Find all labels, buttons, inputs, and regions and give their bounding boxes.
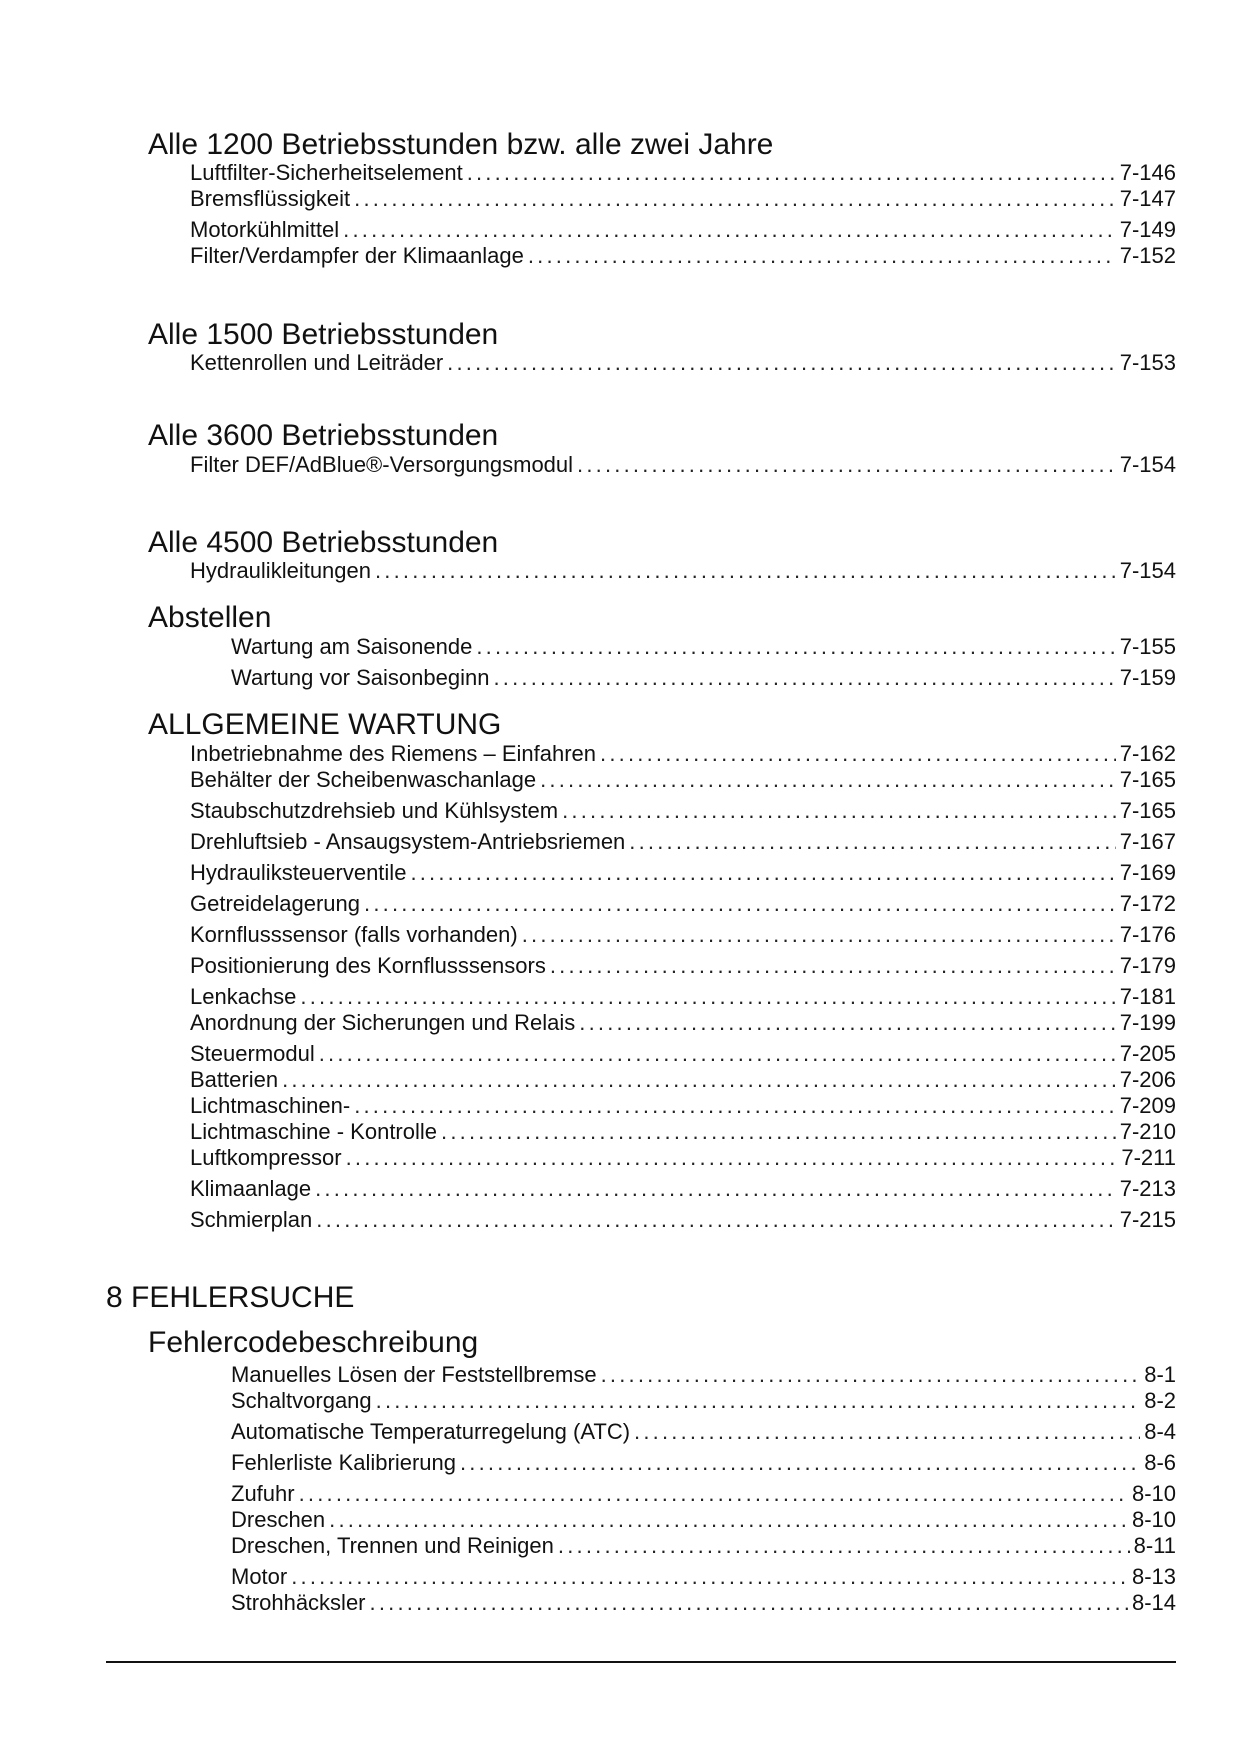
dot-leader [291, 1564, 1128, 1590]
toc-entry[interactable] [190, 1067, 1176, 1093]
entry-label: Schmierplan [190, 1207, 313, 1232]
entry-label: Wartung vor Saisonbeginn [231, 665, 490, 690]
toc-entry[interactable] [231, 1533, 1176, 1559]
entry-page: 7-215 [1119, 1207, 1176, 1232]
dot-leader [375, 558, 1116, 584]
dot-leader [493, 665, 1115, 691]
entry-page: 8-13 [1131, 1564, 1176, 1589]
dot-leader [528, 243, 1116, 269]
entry-label: Manuelles Lösen der Feststellbremse [231, 1362, 597, 1387]
entry-page: 8-11 [1133, 1533, 1176, 1558]
entry-page: 7-146 [1119, 160, 1176, 185]
toc-entry[interactable] [190, 1010, 1176, 1036]
entry-page: 7-211 [1121, 1145, 1176, 1170]
dot-leader [634, 1419, 1140, 1445]
entry-label: Getreidelagerung [190, 891, 361, 916]
section-heading-3600h: Alle 3600 Betriebsstunden [148, 419, 499, 452]
entry-page: 7-165 [1119, 798, 1176, 823]
entry-page: 7-154 [1119, 452, 1176, 477]
toc-entry[interactable] [190, 829, 1176, 855]
toc-entry[interactable] [190, 953, 1176, 979]
entry-label: Staubschutzdrehsieb und Kühlsystem [190, 798, 559, 823]
entry-label: Lichtmaschinen- [190, 1093, 351, 1118]
entry-page: 8-1 [1144, 1362, 1176, 1387]
toc-entry[interactable] [190, 984, 1176, 1010]
entry-label: Inbetriebnahme des Riemens – Einfahren [190, 741, 597, 766]
toc-entry[interactable] [190, 350, 1176, 376]
toc-entry[interactable] [231, 1507, 1176, 1533]
entry-page: 7-181 [1119, 984, 1176, 1009]
toc-entry[interactable] [190, 741, 1176, 767]
dot-leader [354, 1093, 1116, 1119]
dot-leader [410, 860, 1115, 886]
entry-label: Dreschen [231, 1507, 326, 1532]
section-heading-1500h: Alle 1500 Betriebsstunden [148, 318, 499, 351]
toc-entry[interactable] [231, 1388, 1176, 1414]
dot-leader [343, 217, 1116, 243]
toc-entry[interactable] [190, 860, 1176, 886]
dot-leader [370, 1590, 1128, 1616]
entry-label: Drehluftsieb - Ansaugsystem-Antriebsriemen [190, 829, 626, 854]
entry-label: Lenkachse [190, 984, 297, 1009]
dot-leader [460, 1450, 1140, 1476]
section-heading-fehlercodebeschreibung: Fehlercodebeschreibung [148, 1326, 479, 1359]
entry-page: 8-14 [1131, 1590, 1176, 1615]
entry-label: Filter DEF/AdBlue®-Versorgungsmodul [190, 452, 574, 477]
toc-entry[interactable] [231, 1564, 1176, 1590]
dot-leader [329, 1507, 1128, 1533]
entry-page: 8-6 [1144, 1450, 1176, 1475]
entry-page: 7-154 [1119, 558, 1176, 583]
entry-page: 7-199 [1119, 1010, 1176, 1035]
entry-page: 8-10 [1131, 1481, 1176, 1506]
toc-entry[interactable] [190, 452, 1176, 478]
entry-page: 7-147 [1119, 186, 1176, 211]
dot-leader [522, 922, 1116, 948]
dot-leader [300, 984, 1115, 1010]
entry-label: Luftfilter-Sicherheitselement [190, 160, 463, 185]
dot-leader [562, 798, 1116, 824]
entry-label: Klimaanlage [190, 1176, 312, 1201]
entry-page: 7-213 [1119, 1176, 1176, 1201]
dot-leader [577, 452, 1116, 478]
entry-label: Lichtmaschine - Kontrolle [190, 1119, 438, 1144]
dot-leader [299, 1481, 1128, 1507]
dot-leader [550, 953, 1116, 979]
entry-label: Hydrauliksteuerventile [190, 860, 407, 885]
entry-label: Bremsflüssigkeit [190, 186, 351, 211]
entry-label: Automatische Temperaturregelung (ATC) [231, 1419, 631, 1444]
toc-entry[interactable] [190, 558, 1176, 584]
section-heading-1200h: Alle 1200 Betriebsstunden bzw. alle zwei Jahre [148, 128, 774, 161]
dot-leader [467, 160, 1116, 186]
dot-leader [476, 634, 1115, 660]
toc-entry[interactable] [231, 1419, 1176, 1445]
section-heading-abstellen: Abstellen [148, 601, 272, 634]
toc-entry[interactable] [190, 1207, 1176, 1233]
entry-label: Dreschen, Trennen und Reinigen [231, 1533, 554, 1558]
entry-page: 7-152 [1119, 243, 1176, 268]
toc-entry[interactable] [231, 1590, 1176, 1616]
dot-leader [364, 891, 1116, 917]
toc-entry[interactable] [190, 1176, 1176, 1202]
entry-page: 7-153 [1119, 350, 1176, 375]
entry-label: Zufuhr [231, 1481, 295, 1506]
entry-page: 8-10 [1131, 1507, 1176, 1532]
entry-page: 7-172 [1119, 891, 1176, 916]
dot-leader [441, 1119, 1116, 1145]
toc-entry[interactable] [190, 243, 1176, 269]
chapter-heading-fehlersuche: 8 FEHLERSUCHE [106, 1281, 355, 1314]
entry-page: 7-206 [1119, 1067, 1176, 1092]
entry-label: Hydraulikleitungen [190, 558, 371, 583]
toc-entry[interactable] [190, 891, 1176, 917]
entry-label: Motorkühlmittel [190, 217, 340, 242]
dot-leader [540, 767, 1116, 793]
entry-label: Schaltvorgang [231, 1388, 372, 1413]
entry-page: 7-155 [1119, 634, 1176, 659]
entry-page: 7-209 [1119, 1093, 1176, 1118]
dot-leader [579, 1010, 1115, 1036]
toc-entry[interactable] [190, 922, 1176, 948]
entry-label: Steuermodul [190, 1041, 315, 1066]
entry-label: Fehlerliste Kalibrierung [231, 1450, 456, 1475]
dot-leader [282, 1067, 1116, 1093]
entry-label: Motor [231, 1564, 288, 1589]
entry-label: Batterien [190, 1067, 279, 1092]
dot-leader [376, 1388, 1141, 1414]
dot-leader [600, 741, 1116, 767]
entry-page: 7-205 [1119, 1041, 1176, 1066]
entry-label: Positionierung des Kornflusssensors [190, 953, 546, 978]
entry-page: 7-159 [1119, 665, 1176, 690]
toc-entry[interactable] [231, 634, 1176, 660]
footer-rule [106, 1661, 1176, 1663]
toc-entry[interactable] [190, 1119, 1176, 1145]
entry-label: Luftkompressor [190, 1145, 342, 1170]
entry-label: Behälter der Scheibenwaschanlage [190, 767, 537, 792]
toc-entry[interactable] [190, 1093, 1176, 1119]
toc-entry[interactable] [231, 665, 1176, 691]
toc-entry[interactable] [190, 767, 1176, 793]
entry-page: 8-2 [1144, 1388, 1176, 1413]
entry-page: 7-179 [1119, 953, 1176, 978]
entry-label: Strohhäcksler [231, 1590, 366, 1615]
entry-label: Wartung am Saisonende [231, 634, 473, 659]
section-heading-4500h: Alle 4500 Betriebsstunden [148, 526, 499, 559]
entry-page: 7-162 [1119, 741, 1176, 766]
entry-label: Filter/Verdampfer der Klimaanlage [190, 243, 524, 268]
entry-page: 7-176 [1119, 922, 1176, 947]
entry-page: 7-149 [1119, 217, 1176, 242]
dot-leader [601, 1362, 1141, 1388]
toc-entry[interactable] [231, 1481, 1176, 1507]
toc-entry[interactable] [190, 160, 1176, 186]
dot-leader [346, 1145, 1118, 1171]
toc-entry[interactable] [190, 217, 1176, 243]
entry-page: 7-165 [1119, 767, 1176, 792]
dot-leader [315, 1176, 1116, 1202]
entry-page: 7-210 [1119, 1119, 1176, 1144]
dot-leader [447, 350, 1116, 376]
entry-page: 8-4 [1144, 1419, 1176, 1444]
entry-label: Anordnung der Sicherungen und Relais [190, 1010, 576, 1035]
dot-leader [558, 1533, 1130, 1559]
toc-entry[interactable] [231, 1450, 1176, 1476]
dot-leader [319, 1041, 1116, 1067]
dot-leader [354, 186, 1116, 212]
entry-page: 7-169 [1119, 860, 1176, 885]
toc-entry[interactable] [190, 186, 1176, 212]
toc-entry[interactable] [231, 1362, 1176, 1388]
entry-label: Kornflusssensor (falls vorhanden) [190, 922, 518, 947]
section-heading-allgemeine-wartung: ALLGEMEINE WARTUNG [148, 708, 502, 741]
toc-entry[interactable] [190, 798, 1176, 824]
dot-leader [316, 1207, 1115, 1233]
entry-label: Kettenrollen und Leiträder [190, 350, 444, 375]
dot-leader [629, 829, 1115, 855]
entry-page: 7-167 [1119, 829, 1176, 854]
toc-entry[interactable] [190, 1041, 1176, 1067]
toc-entry[interactable] [190, 1145, 1176, 1171]
